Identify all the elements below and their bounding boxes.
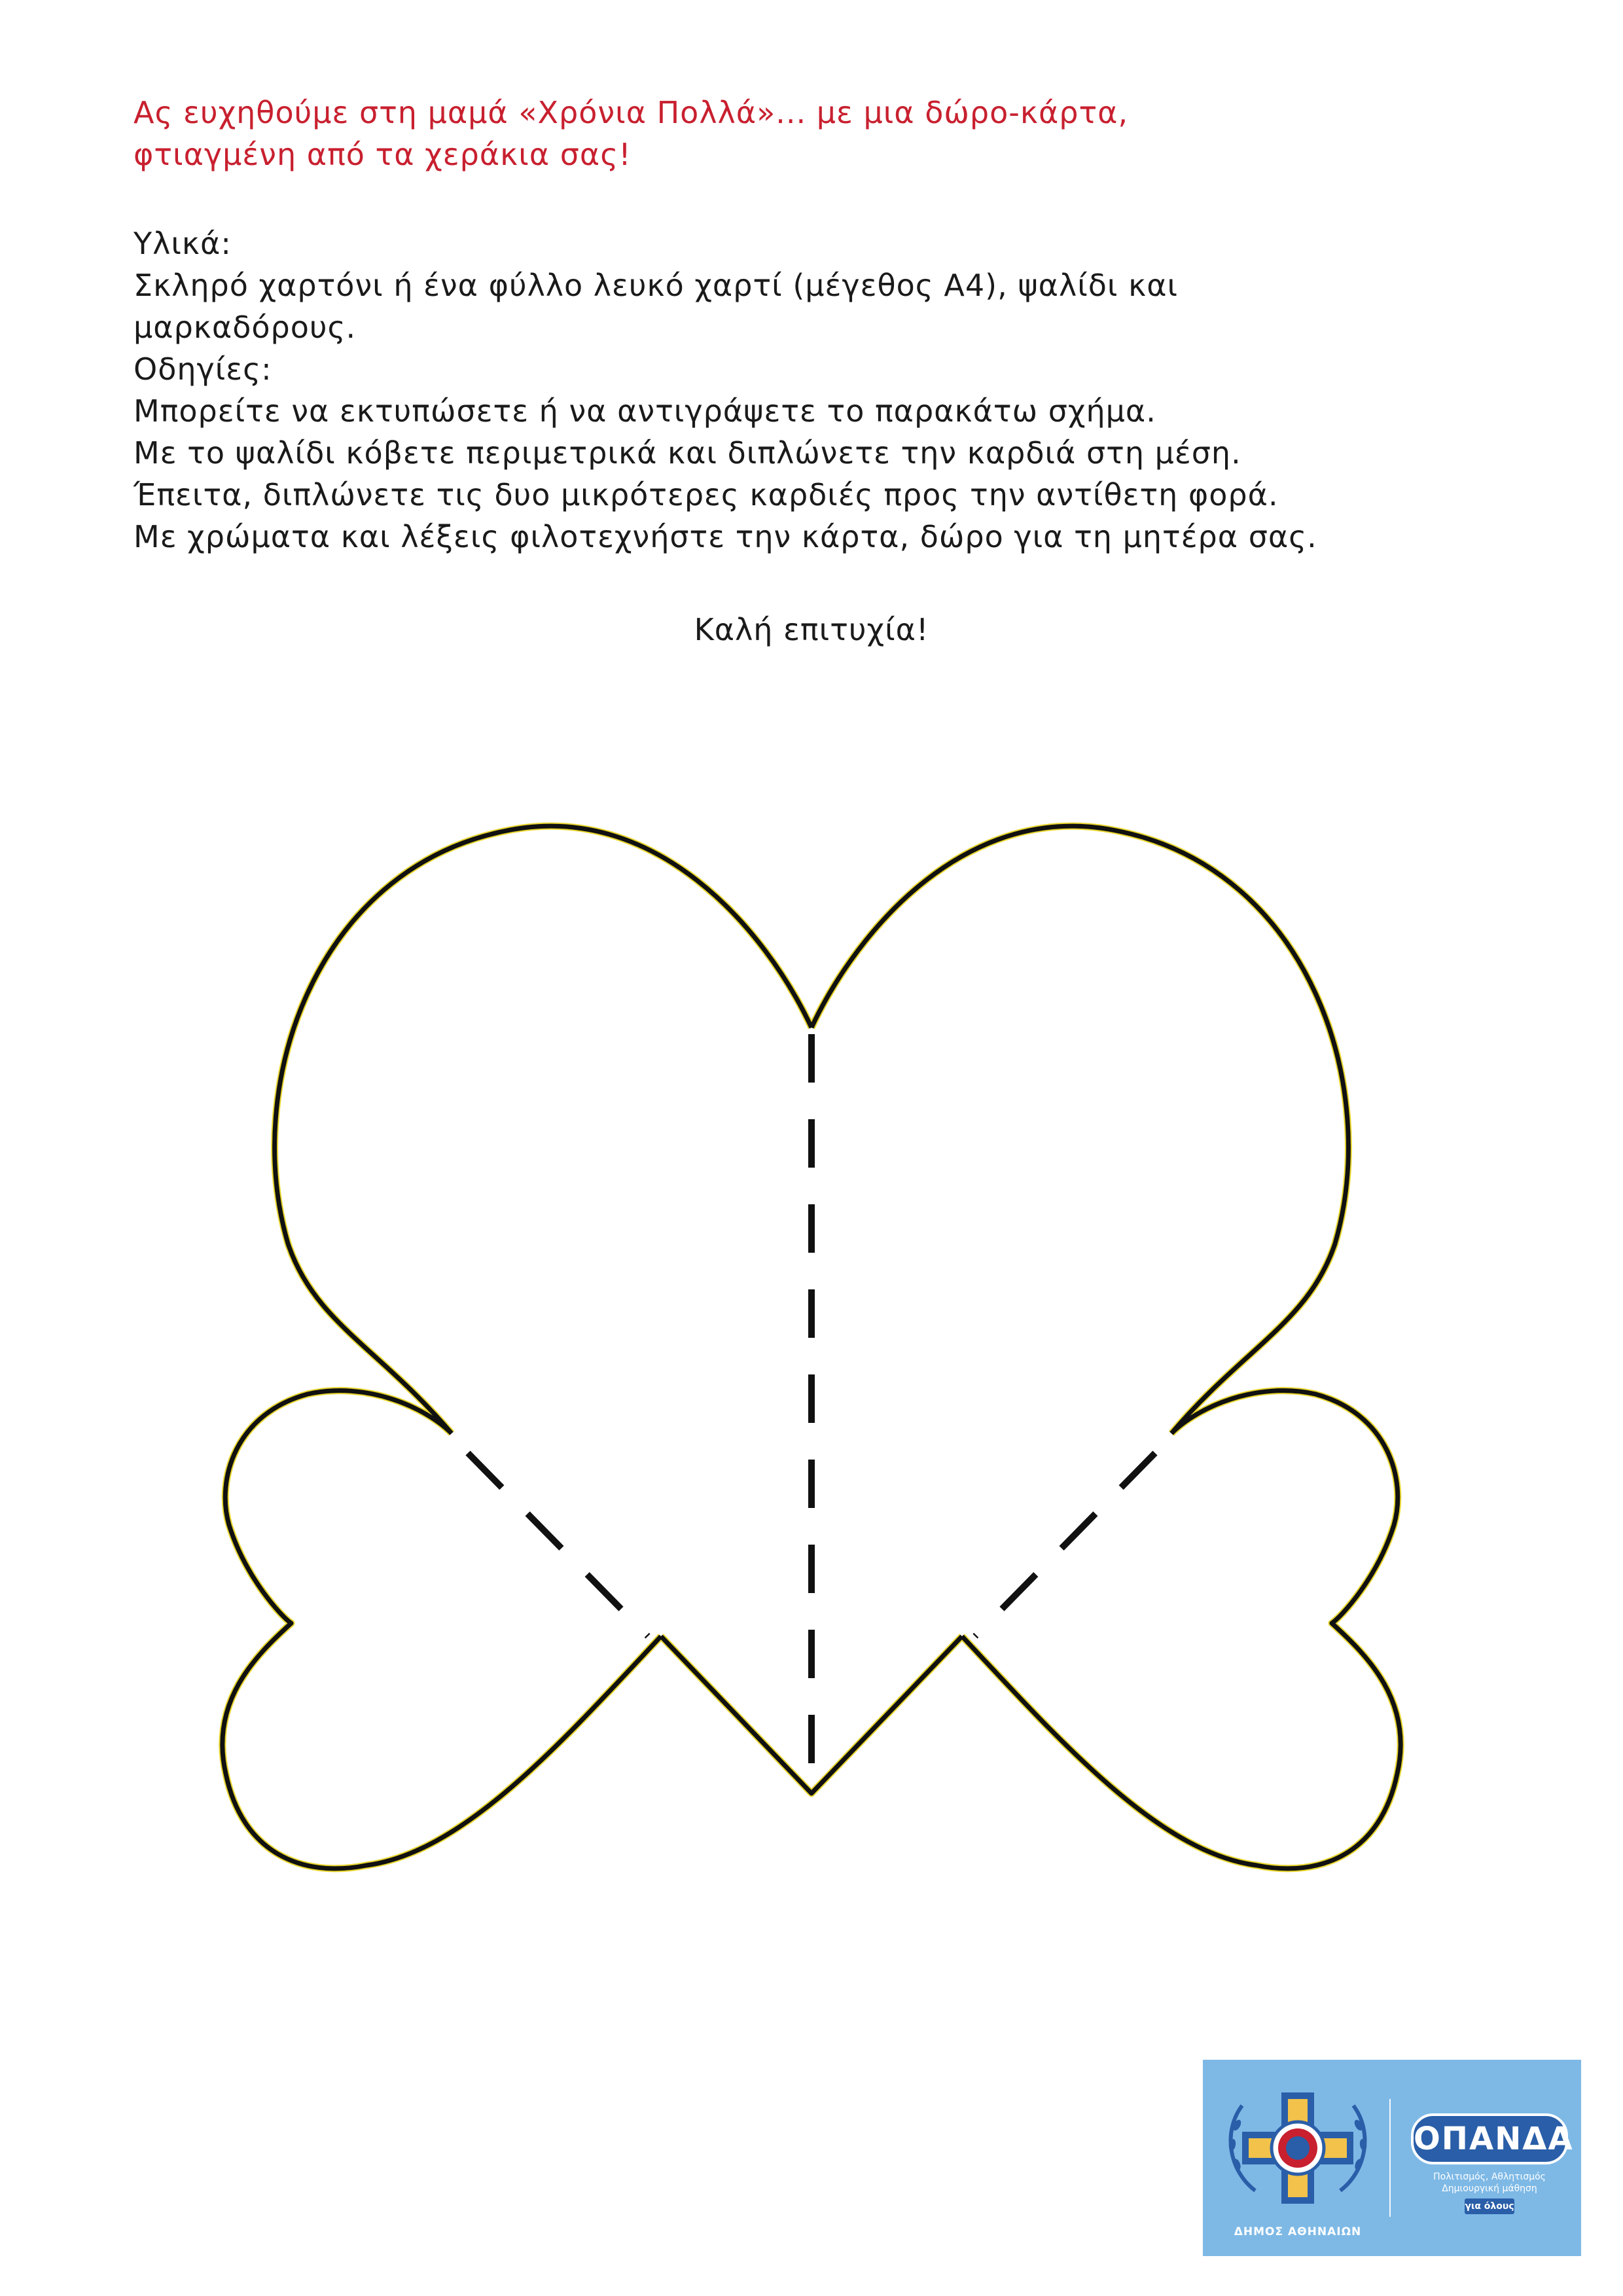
- fold-lines: [468, 1034, 1155, 1780]
- materials-line-2: μαρκαδόρους.: [134, 310, 357, 345]
- directions-heading: Οδηγίες:: [134, 351, 272, 387]
- materials-line-1: Σκληρό χαρτόνι ή ένα φύλλο λευκό χαρτί (μέγεθος Α4), ψαλίδι και: [134, 268, 1179, 303]
- left-fold-line: [468, 1453, 648, 1636]
- opanda-tagline-pill: για όλους: [1465, 2198, 1514, 2214]
- directions-step: Μπορείτε να εκτυπώσετε ή να αντιγράψετε το παρακάτω σχήμα.: [134, 393, 1156, 429]
- intro-line-1: Ας ευχηθούμε στη μαμά «Χρόνια Πολλά»... με μια δώρο-κάρτα,: [134, 95, 1129, 130]
- opanda-subtitle-line-1: Πολιτισμός, Αθλητισμός: [1433, 2172, 1546, 2182]
- directions-step: Με χρώματα και λέξεις φιλοτεχνήστε την κάρτα, δώρο για τη μητέρα σας.: [134, 519, 1317, 554]
- logo-panel: [1203, 2060, 1581, 2256]
- opanda-subtitle-line-2: Δημιουργική μάθηση: [1442, 2183, 1537, 2194]
- heart-outline: [223, 826, 1400, 1869]
- right-fold-line: [975, 1453, 1155, 1636]
- materials-heading: Υλικά:: [134, 226, 232, 261]
- municipality-caption: ΔΗΜΟΣ ΑΘΗΝΑΙΩΝ: [1234, 2225, 1362, 2238]
- directions-step: Με το ψαλίδι κόβετε περιμετρικά και διπλώνετε την καρδιά στη μέση.: [134, 435, 1241, 471]
- good-luck-text: Καλή επιτυχία!: [694, 612, 929, 647]
- intro-line-2: φτιαγμένη από τα χεράκια σας!: [134, 137, 632, 172]
- logo-divider: [1389, 2099, 1391, 2217]
- opanda-brand: ΟΠΑΝΔΑ: [1411, 2113, 1568, 2164]
- heart-outline-halo: [223, 826, 1400, 1869]
- athens-municipality-emblem-icon: [1203, 2060, 1393, 2223]
- directions-step: Έπειτα, διπλώνετε τις δυο μικρότερες καρδιές προς την αντίθετη φορά.: [134, 477, 1279, 512]
